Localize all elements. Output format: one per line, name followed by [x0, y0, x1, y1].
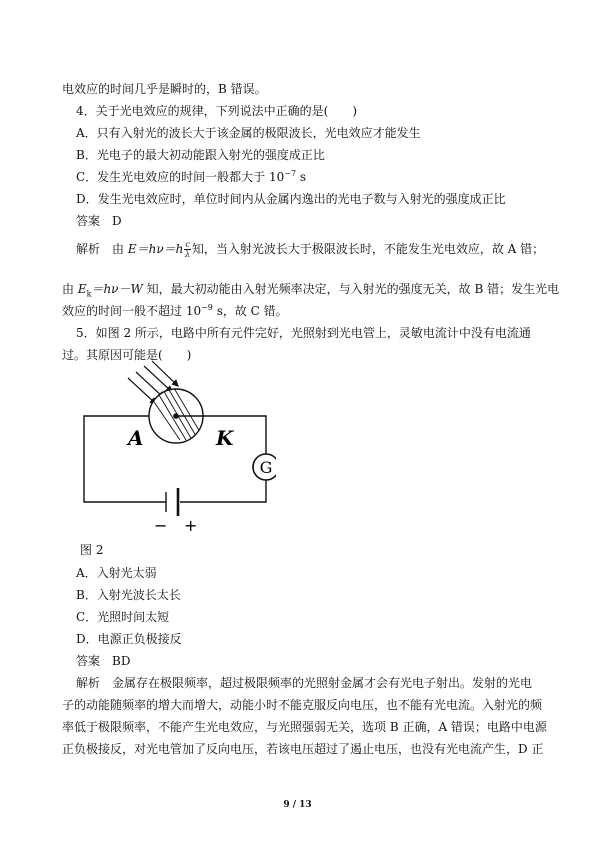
option-5d: D．电源正负极接反 — [76, 632, 182, 646]
option-5b: B．入射光波长太长 — [76, 588, 181, 602]
explanation-4-line1: 解析 由 E＝hν＝h $\frac{c}{\lambda}$ 知，当入射光波长大于极限波长时，不能发生光电效应，故 A 错； — [76, 240, 545, 259]
option-4c: C．发生光电效应的时间一般都大于 $10^{-7}$ s — [76, 169, 307, 184]
text-line: 电效应的时间几乎是瞬时的，B 错误。 — [62, 82, 267, 96]
explanation-5-line2: 子的动能随频率的增大而增大，动能小时不能克服反向电压，也不能有光电流。入射光的频 — [62, 698, 543, 712]
figure-caption: 图 2 — [80, 543, 104, 557]
option-4d: D．发生光电效应时，单位时间内从金属内逸出的光电子数与入射光的强度成正比 — [76, 192, 506, 206]
option-4b: B．光电子的最大初动能跟入射光的强度成正比 — [76, 148, 325, 162]
explanation-4-line2: 由 $E_k=h\nu-W$ 知，最大初动能由入射光频率决定，与入射光的强度无关，故 B 错；发生光电 — [62, 282, 560, 299]
answer-5: 答案 BD — [76, 654, 131, 668]
option-5a: A．入射光太弱 — [76, 566, 157, 580]
fraction-c-over-lambda: $\frac{c}{\lambda}$ — [185, 240, 191, 259]
page-number: 9 / 13 — [283, 800, 312, 810]
label-anode: A — [128, 426, 144, 450]
label-galvanometer: G — [259, 458, 273, 477]
explanation-5-line4: 正负极接反，对光电管加了反向电压，若该电压超过了遏止电压，也没有光电流产生，D 正 — [62, 742, 544, 756]
label-minus: − — [154, 516, 168, 535]
answer-4: 答案 D — [76, 214, 122, 228]
explanation-5-line3: 率低于极限频率，不能产生光电效应，与光照强弱无关，选项 B 正确，A 错误；电路中电源 — [62, 720, 547, 734]
question-5-line1: 5．如图 2 所示，电路中所有元件完好，光照射到光电管上，灵敏电流计中没有电流通 — [76, 326, 531, 340]
phototube — [149, 388, 203, 443]
option-4a: A．只有入射光的波长大于该金属的极限波长，光电效应才能发生 — [76, 126, 421, 140]
label-cathode: K — [216, 426, 234, 450]
question-4: 4．关于光电效应的规律，下列说法中正确的是( ) — [76, 104, 358, 118]
explanation-4-line3: 效应的时间一般不超过 $10^{-9}$ s，故 C 错。 — [62, 303, 288, 318]
galvanometer — [253, 454, 276, 480]
question-5-line2: 过。其原因可能是( ) — [62, 348, 192, 362]
battery — [164, 488, 178, 516]
explanation-5-line1: 解析 金属存在极限频率，超过极限频率的光照射金属才会有光电子射出。发射的光电 — [76, 676, 533, 690]
option-5c: C．光照时间太短 — [76, 610, 170, 624]
label-plus: + — [184, 516, 198, 535]
circuit-diagram — [76, 360, 276, 535]
